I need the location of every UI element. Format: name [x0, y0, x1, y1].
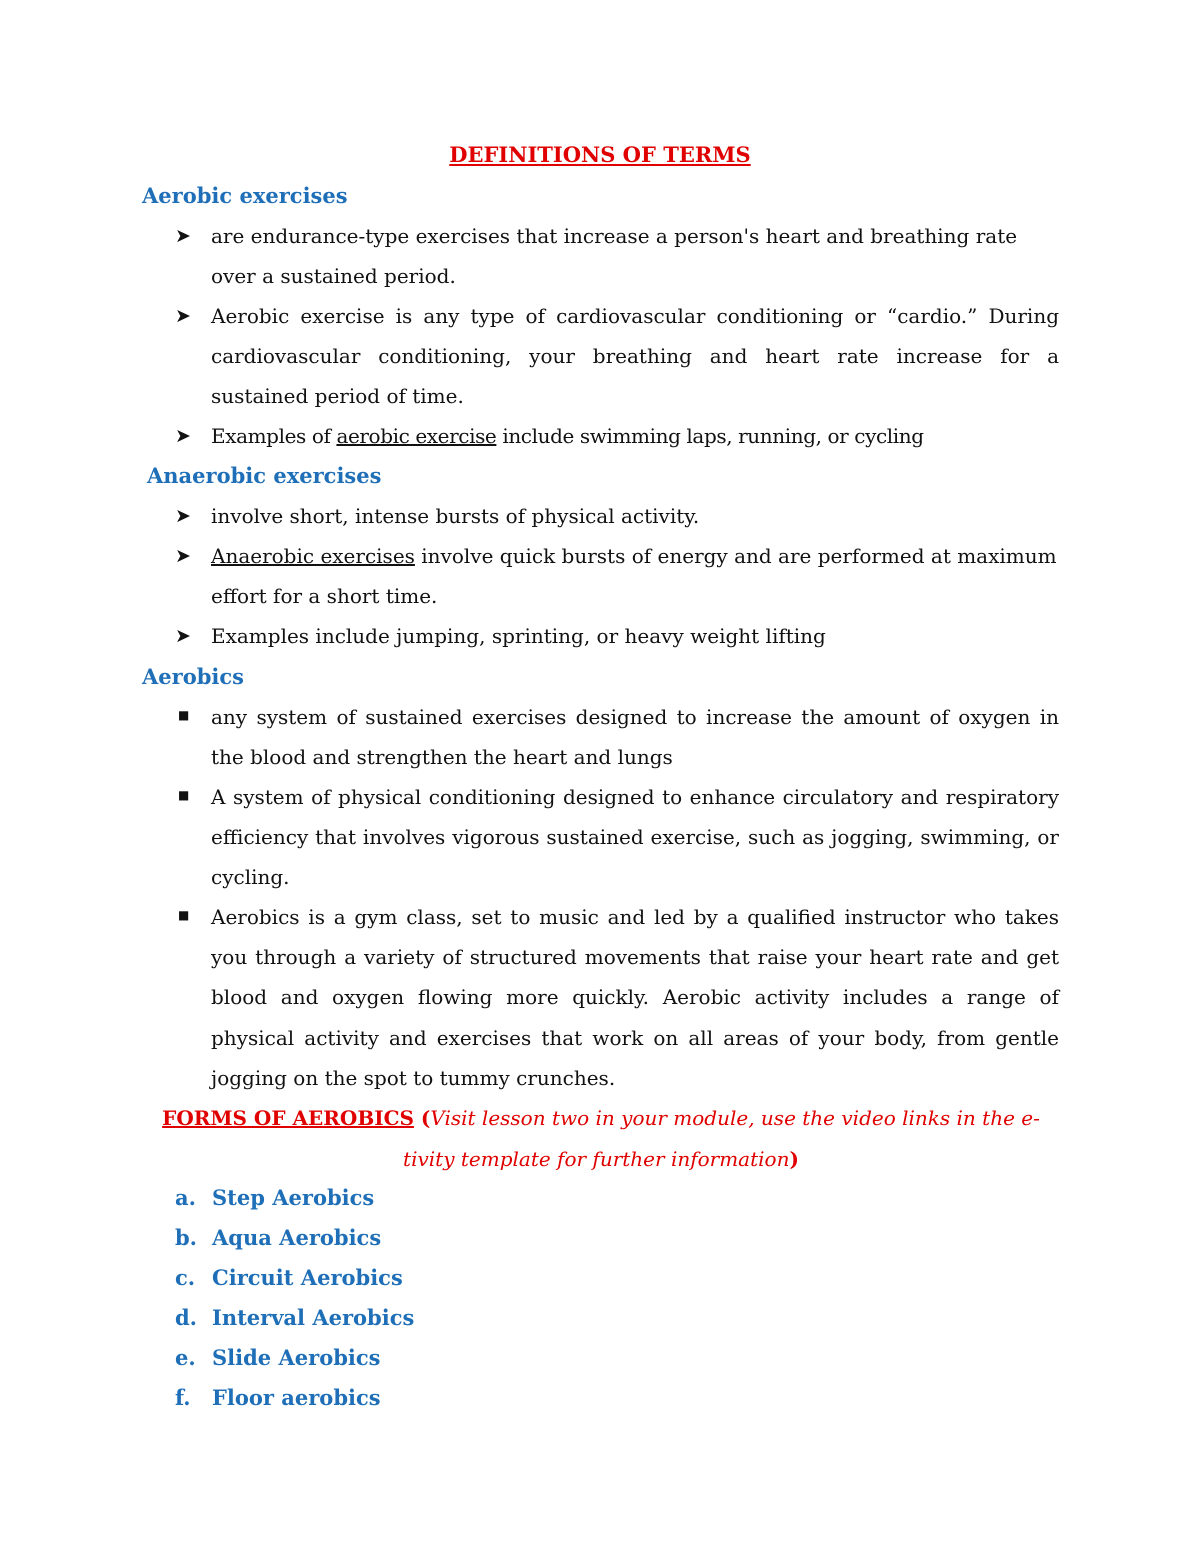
forms-note: Visit lesson two in your module, use the video links in the e-tivity template for further information	[403, 1106, 1040, 1171]
square-bullet-icon: ■	[178, 908, 190, 922]
arrowhead-bullet-icon: ➤	[175, 225, 191, 247]
square-bullet-icon: ■	[178, 788, 190, 802]
list-item: b. Aqua Aerobics	[175, 1225, 382, 1250]
arrowhead-bullet-icon: ➤	[175, 305, 191, 327]
list-item: a. Step Aerobics	[175, 1185, 375, 1210]
list-item: ➤ Aerobic exercise is any type of cardiovascular conditioning or “cardio.” During cardiovascular conditioning, your breathing and heart rate increase for a sustained period of time.	[175, 296, 1059, 417]
forms-of-aerobics-heading: FORMS OF AEROBICS (Visit lesson two in your module, use the video links in the e-tivity template for further information)	[162, 1106, 1040, 1171]
aerobic-exercise-link[interactable]: aerobic exercise	[336, 424, 497, 448]
list-item: ➤ Examples include jumping, sprinting, or heavy weight lifting	[175, 616, 1059, 656]
forms-heading-label: FORMS OF AEROBICS	[162, 1106, 414, 1130]
list-item: c. Circuit Aerobics	[175, 1265, 403, 1290]
square-bullet-icon: ■	[178, 708, 190, 722]
list-item: ■ A system of physical conditioning designed to enhance circulatory and respiratory efficiency that involves vigorous sustained exercise, such as jogging, swimming, or cycling.	[175, 777, 1059, 898]
list-item: d. Interval Aerobics	[175, 1305, 415, 1330]
list-item: f. Floor aerobics	[175, 1385, 381, 1410]
arrowhead-bullet-icon: ➤	[175, 545, 191, 567]
list-item: ➤ Anaerobic exercises involve quick bursts of energy and are performed at maximum effort for a short time.	[175, 536, 1059, 616]
list-item: ■ Aerobics is a gym class, set to music and led by a qualified instructor who takes you through a variety of structured movements that raise your heart rate and get blood and oxygen flowing more quickly. Aerobic activity includes a range of physical activity and exercises that work on all areas of your body, from gentle jogging on the spot to tummy crunches.	[175, 897, 1059, 1098]
arrowhead-bullet-icon: ➤	[175, 505, 191, 527]
list-item: ■ any system of sustained exercises designed to increase the amount of oxygen in the blood and strengthen the heart and lungs	[175, 697, 1059, 777]
section-heading-anaerobic-exercises: Anaerobic exercises	[147, 463, 382, 488]
anaerobic-exercises-link[interactable]: Anaerobic exercises	[211, 544, 415, 568]
section-heading-aerobics: Aerobics	[142, 664, 244, 689]
list-item: e. Slide Aerobics	[175, 1345, 381, 1370]
arrowhead-bullet-icon: ➤	[175, 425, 191, 447]
arrowhead-bullet-icon: ➤	[175, 625, 191, 647]
list-item: ➤ Examples of aerobic exercise include swimming laps, running, or cycling	[175, 416, 1059, 456]
list-item: ➤ involve short, intense bursts of physical activity.	[175, 496, 1059, 536]
list-item: ➤ are endurance-type exercises that increase a person's heart and breathing rate over a sustained period.	[175, 216, 1059, 296]
section-heading-aerobic-exercises: Aerobic exercises	[142, 183, 348, 208]
page-title: DEFINITIONS OF TERMS	[449, 142, 751, 167]
